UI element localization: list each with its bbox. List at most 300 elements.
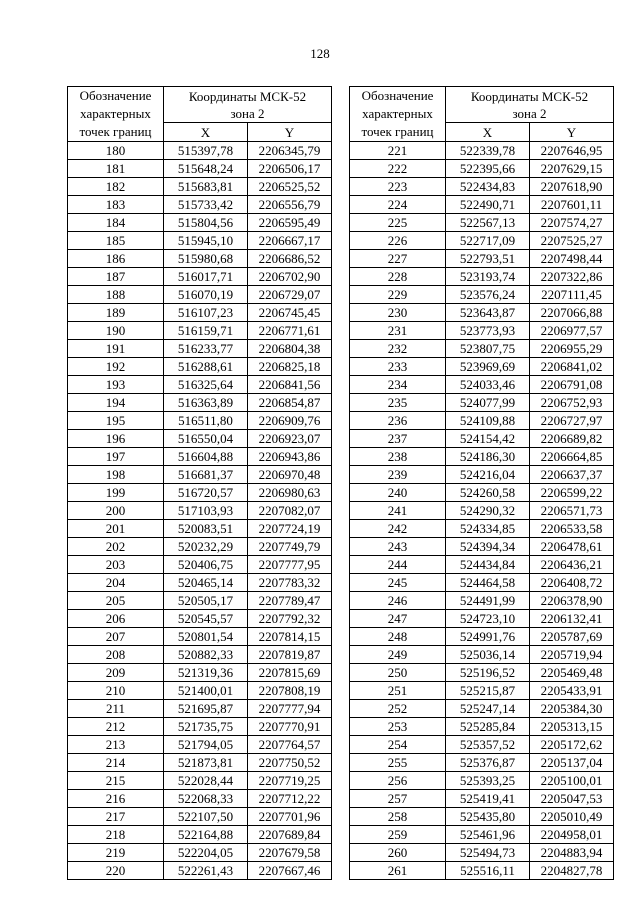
x-coordinate-cell: 516159,71: [164, 322, 248, 340]
y-coordinate-cell: 2205719,94: [530, 646, 614, 664]
point-header-line1: Обозначение: [361, 88, 434, 103]
point-id-cell: 193: [68, 376, 164, 394]
x-coordinate-cell: 524109,88: [446, 412, 530, 430]
point-id-cell: 190: [68, 322, 164, 340]
x-coordinate-cell: 515397,78: [164, 142, 248, 160]
x-coordinate-cell: 521735,75: [164, 718, 248, 736]
coordinates-header: [164, 87, 332, 123]
point-id-cell: 216: [68, 790, 164, 808]
table-row: [350, 772, 614, 790]
table-row: [350, 286, 614, 304]
point-id-cell: 240: [350, 484, 446, 502]
table-row: [350, 322, 614, 340]
x-coordinate-cell: 522490,71: [446, 196, 530, 214]
point-id-cell: 188: [68, 286, 164, 304]
table-row: [68, 394, 332, 412]
x-coordinate-cell: 525215,87: [446, 682, 530, 700]
x-coordinate-cell: 522261,43: [164, 862, 248, 880]
y-coordinate-cell: 2204958,01: [530, 826, 614, 844]
y-coordinate-cell: 2207783,32: [248, 574, 332, 592]
x-coordinate-cell: 523969,69: [446, 358, 530, 376]
point-id-cell: 242: [350, 520, 446, 538]
point-id-cell: 180: [68, 142, 164, 160]
y-coordinate-cell: 2207719,25: [248, 772, 332, 790]
x-coordinate-cell: 524260,58: [446, 484, 530, 502]
point-id-cell: 252: [350, 700, 446, 718]
table-row: [68, 772, 332, 790]
table-row: [68, 844, 332, 862]
table-row: [350, 592, 614, 610]
y-coordinate-cell: 2206791,08: [530, 376, 614, 394]
x-coordinate-cell: 515945,10: [164, 232, 248, 250]
x-coordinate-cell: 522567,13: [446, 214, 530, 232]
y-coordinate-cell: 2206132,41: [530, 610, 614, 628]
y-coordinate-cell: 2206408,72: [530, 574, 614, 592]
table-row: [350, 214, 614, 232]
y-coordinate-cell: 2206571,73: [530, 502, 614, 520]
table-row: [68, 538, 332, 556]
x-coordinate-cell: 525247,14: [446, 700, 530, 718]
table-row: [350, 862, 614, 880]
x-coordinate-cell: 520545,57: [164, 610, 248, 628]
y-coordinate-cell: 2207814,15: [248, 628, 332, 646]
y-coordinate-cell: 2207701,96: [248, 808, 332, 826]
x-coordinate-cell: 522028,44: [164, 772, 248, 790]
point-id-cell: 203: [68, 556, 164, 574]
y-coordinate-cell: 2206980,63: [248, 484, 332, 502]
y-coordinate-cell: 2206599,22: [530, 484, 614, 502]
y-coordinate-cell: 2207525,27: [530, 232, 614, 250]
point-id-cell: 259: [350, 826, 446, 844]
point-id-cell: 221: [350, 142, 446, 160]
point-id-cell: 191: [68, 340, 164, 358]
y-coordinate-cell: 2207750,52: [248, 754, 332, 772]
x-coordinate-cell: 523773,93: [446, 322, 530, 340]
y-coordinate-cell: 2205384,30: [530, 700, 614, 718]
y-coordinate-cell: 2206686,52: [248, 250, 332, 268]
x-coordinate-cell: 524290,32: [446, 502, 530, 520]
table-row: [68, 520, 332, 538]
y-coordinate-cell: 2207679,58: [248, 844, 332, 862]
x-coordinate-cell: 522793,51: [446, 250, 530, 268]
point-id-cell: 215: [68, 772, 164, 790]
table-row: [68, 754, 332, 772]
y-coordinate-cell: 2204827,78: [530, 862, 614, 880]
y-coordinate-cell: 2207322,86: [530, 268, 614, 286]
point-id-cell: 211: [68, 700, 164, 718]
table-row: [350, 430, 614, 448]
table-row: [350, 394, 614, 412]
point-id-cell: 222: [350, 160, 446, 178]
x-coordinate-cell: 520232,29: [164, 538, 248, 556]
table-row: [68, 682, 332, 700]
point-id-cell: 194: [68, 394, 164, 412]
point-id-cell: 238: [350, 448, 446, 466]
point-id-cell: 233: [350, 358, 446, 376]
y-coordinate-cell: 2206637,37: [530, 466, 614, 484]
coordinates-table-left: [67, 86, 332, 880]
y-column-header: Y: [248, 123, 332, 142]
table-row: [68, 628, 332, 646]
point-id-cell: 237: [350, 430, 446, 448]
y-coordinate-cell: 2205047,53: [530, 790, 614, 808]
point-id-cell: 225: [350, 214, 446, 232]
table-row: [350, 232, 614, 250]
table-row: [350, 466, 614, 484]
table-row: [350, 484, 614, 502]
point-id-cell: 181: [68, 160, 164, 178]
y-coordinate-cell: 2206970,48: [248, 466, 332, 484]
point-id-cell: 245: [350, 574, 446, 592]
table-row: [350, 826, 614, 844]
y-coordinate-cell: 2206752,93: [530, 394, 614, 412]
table-row: [350, 502, 614, 520]
point-id-cell: 196: [68, 430, 164, 448]
y-coordinate-cell: 2206841,02: [530, 358, 614, 376]
x-coordinate-cell: 525393,25: [446, 772, 530, 790]
page-number: 128: [310, 46, 330, 61]
point-id-cell: 202: [68, 538, 164, 556]
table-row: [68, 484, 332, 502]
y-coordinate-cell: 2204883,94: [530, 844, 614, 862]
point-id-cell: 239: [350, 466, 446, 484]
x-coordinate-cell: 520801,54: [164, 628, 248, 646]
table-row: [68, 340, 332, 358]
x-column-header: X: [446, 123, 530, 142]
table-row: [350, 520, 614, 538]
table-row: [350, 808, 614, 826]
point-id-cell: 219: [68, 844, 164, 862]
x-coordinate-cell: 525461,96: [446, 826, 530, 844]
y-coordinate-cell: 2206595,49: [248, 214, 332, 232]
y-coordinate-cell: 2205469,48: [530, 664, 614, 682]
point-id-cell: 244: [350, 556, 446, 574]
table-row: [350, 142, 614, 160]
point-id-cell: 223: [350, 178, 446, 196]
x-coordinate-cell: 516511,80: [164, 412, 248, 430]
point-id-cell: 200: [68, 502, 164, 520]
y-coordinate-cell: 2206955,29: [530, 340, 614, 358]
y-coordinate-cell: 2207618,90: [530, 178, 614, 196]
point-header-line1: Обозначение: [79, 88, 152, 103]
table-row: [68, 160, 332, 178]
x-coordinate-cell: 524033,46: [446, 376, 530, 394]
y-coordinate-cell: 2206804,38: [248, 340, 332, 358]
point-column-header: [350, 87, 446, 142]
x-coordinate-cell: 521794,05: [164, 736, 248, 754]
coordinates-header: [446, 87, 614, 123]
y-coordinate-cell: 2206664,85: [530, 448, 614, 466]
point-id-cell: 230: [350, 304, 446, 322]
table-row: [68, 286, 332, 304]
table-row: [68, 466, 332, 484]
point-id-cell: 209: [68, 664, 164, 682]
point-id-cell: 220: [68, 862, 164, 880]
table-row: [68, 808, 332, 826]
point-id-cell: 187: [68, 268, 164, 286]
y-coordinate-cell: 2206909,76: [248, 412, 332, 430]
point-id-cell: 184: [68, 214, 164, 232]
y-coordinate-cell: 2206345,79: [248, 142, 332, 160]
y-coordinate-cell: 2205172,62: [530, 736, 614, 754]
x-coordinate-cell: 524334,85: [446, 520, 530, 538]
point-header-line3: точек границ: [79, 124, 152, 139]
table-row: [68, 700, 332, 718]
x-coordinate-cell: 516604,88: [164, 448, 248, 466]
table-row: [350, 178, 614, 196]
table-row: [68, 610, 332, 628]
x-coordinate-cell: 516681,37: [164, 466, 248, 484]
table-row: [68, 592, 332, 610]
point-id-cell: 197: [68, 448, 164, 466]
x-coordinate-cell: 515683,81: [164, 178, 248, 196]
y-coordinate-cell: 2207724,19: [248, 520, 332, 538]
y-coordinate-cell: 2207808,19: [248, 682, 332, 700]
y-coordinate-cell: 2206771,61: [248, 322, 332, 340]
table-row: [350, 304, 614, 322]
point-id-cell: 182: [68, 178, 164, 196]
y-coordinate-cell: 2207601,11: [530, 196, 614, 214]
point-id-cell: 212: [68, 718, 164, 736]
y-coordinate-cell: 2207792,32: [248, 610, 332, 628]
table-row: [350, 628, 614, 646]
x-coordinate-cell: 524077,99: [446, 394, 530, 412]
x-coordinate-cell: 520465,14: [164, 574, 248, 592]
y-coordinate-cell: 2207770,91: [248, 718, 332, 736]
y-coordinate-cell: 2207777,94: [248, 700, 332, 718]
x-coordinate-cell: 516017,71: [164, 268, 248, 286]
point-id-cell: 217: [68, 808, 164, 826]
point-id-cell: 253: [350, 718, 446, 736]
y-coordinate-cell: 2207689,84: [248, 826, 332, 844]
point-id-cell: 236: [350, 412, 446, 430]
point-id-cell: 205: [68, 592, 164, 610]
point-id-cell: 227: [350, 250, 446, 268]
x-coordinate-cell: 525435,80: [446, 808, 530, 826]
y-coordinate-cell: 2207764,57: [248, 736, 332, 754]
y-coordinate-cell: 2205433,91: [530, 682, 614, 700]
y-coordinate-cell: 2205100,01: [530, 772, 614, 790]
x-coordinate-cell: 520505,17: [164, 592, 248, 610]
table-row: [68, 232, 332, 250]
point-id-cell: 208: [68, 646, 164, 664]
table-row: [68, 826, 332, 844]
point-header-line2: характерных: [80, 106, 151, 121]
point-id-cell: 192: [68, 358, 164, 376]
x-coordinate-cell: 525376,87: [446, 754, 530, 772]
x-coordinate-cell: 515648,24: [164, 160, 248, 178]
point-id-cell: 195: [68, 412, 164, 430]
x-coordinate-cell: 525494,73: [446, 844, 530, 862]
point-id-cell: 224: [350, 196, 446, 214]
table-row: [68, 430, 332, 448]
x-coordinate-cell: 520882,33: [164, 646, 248, 664]
point-id-cell: 257: [350, 790, 446, 808]
x-coordinate-cell: 524216,04: [446, 466, 530, 484]
point-id-cell: 249: [350, 646, 446, 664]
table-row: [350, 790, 614, 808]
x-coordinate-cell: 515804,56: [164, 214, 248, 232]
y-coordinate-cell: 2207082,07: [248, 502, 332, 520]
y-coordinate-cell: 2205137,04: [530, 754, 614, 772]
y-coordinate-cell: 2206977,57: [530, 322, 614, 340]
y-coordinate-cell: 2207574,27: [530, 214, 614, 232]
x-coordinate-cell: 516288,61: [164, 358, 248, 376]
point-id-cell: 234: [350, 376, 446, 394]
point-id-cell: 214: [68, 754, 164, 772]
x-coordinate-cell: 523193,74: [446, 268, 530, 286]
point-id-cell: 218: [68, 826, 164, 844]
table-row: [350, 682, 614, 700]
y-coordinate-cell: 2207819,87: [248, 646, 332, 664]
y-coordinate-cell: 2207789,47: [248, 592, 332, 610]
y-column-header: Y: [530, 123, 614, 142]
x-coordinate-cell: 521400,01: [164, 682, 248, 700]
table-row: [68, 664, 332, 682]
y-coordinate-cell: 2207777,95: [248, 556, 332, 574]
x-coordinate-cell: 522434,83: [446, 178, 530, 196]
point-id-cell: 189: [68, 304, 164, 322]
point-id-cell: 198: [68, 466, 164, 484]
y-coordinate-cell: 2207111,45: [530, 286, 614, 304]
coords-header-line1: Координаты МСК-52: [188, 88, 307, 104]
x-coordinate-cell: 515980,68: [164, 250, 248, 268]
x-coordinate-cell: 524434,84: [446, 556, 530, 574]
point-id-cell: 241: [350, 502, 446, 520]
table-row: [68, 412, 332, 430]
point-id-cell: 255: [350, 754, 446, 772]
point-id-cell: 201: [68, 520, 164, 538]
x-coordinate-cell: 525285,84: [446, 718, 530, 736]
table-row: [350, 376, 614, 394]
coords-header-line1: Координаты МСК-52: [470, 88, 589, 104]
y-coordinate-cell: 2206478,61: [530, 538, 614, 556]
table-row: [68, 142, 332, 160]
point-id-cell: 261: [350, 862, 446, 880]
x-coordinate-cell: 524394,34: [446, 538, 530, 556]
x-coordinate-cell: 525036,14: [446, 646, 530, 664]
x-coordinate-cell: 522717,09: [446, 232, 530, 250]
y-coordinate-cell: 2206923,07: [248, 430, 332, 448]
x-coordinate-cell: 521319,36: [164, 664, 248, 682]
point-id-cell: 247: [350, 610, 446, 628]
y-coordinate-cell: 2206745,45: [248, 304, 332, 322]
x-coordinate-cell: 525357,52: [446, 736, 530, 754]
y-coordinate-cell: 2205313,15: [530, 718, 614, 736]
x-coordinate-cell: 520406,75: [164, 556, 248, 574]
x-coordinate-cell: 522204,05: [164, 844, 248, 862]
y-coordinate-cell: 2205010,49: [530, 808, 614, 826]
x-coordinate-cell: 516363,89: [164, 394, 248, 412]
x-coordinate-cell: 525419,41: [446, 790, 530, 808]
x-coordinate-cell: 524154,42: [446, 430, 530, 448]
point-id-cell: 228: [350, 268, 446, 286]
x-coordinate-cell: 524491,99: [446, 592, 530, 610]
point-header-line2: характерных: [362, 106, 433, 121]
table-row: [68, 178, 332, 196]
y-coordinate-cell: 2207712,22: [248, 790, 332, 808]
table-row: [68, 250, 332, 268]
y-coordinate-cell: 2206436,21: [530, 556, 614, 574]
table-row: [68, 556, 332, 574]
table-row: [350, 754, 614, 772]
table-row: [68, 268, 332, 286]
y-coordinate-cell: 2207066,88: [530, 304, 614, 322]
table-row: [350, 718, 614, 736]
point-id-cell: 256: [350, 772, 446, 790]
table-row: [350, 340, 614, 358]
table-row: [68, 196, 332, 214]
table-row: [350, 736, 614, 754]
table-row: [68, 574, 332, 592]
x-coordinate-cell: 523643,87: [446, 304, 530, 322]
table-row: [68, 862, 332, 880]
x-coordinate-cell: 524186,30: [446, 448, 530, 466]
point-id-cell: 186: [68, 250, 164, 268]
coords-header-line2: зона 2: [230, 105, 265, 121]
table-row: [68, 646, 332, 664]
point-id-cell: 183: [68, 196, 164, 214]
x-coordinate-cell: 524723,10: [446, 610, 530, 628]
point-id-cell: 250: [350, 664, 446, 682]
x-coordinate-cell: 523576,24: [446, 286, 530, 304]
table-row: [350, 160, 614, 178]
point-id-cell: 207: [68, 628, 164, 646]
point-id-cell: 254: [350, 736, 446, 754]
x-coordinate-cell: 522339,78: [446, 142, 530, 160]
point-id-cell: 246: [350, 592, 446, 610]
coords-header-line2: зона 2: [512, 105, 547, 121]
point-id-cell: 248: [350, 628, 446, 646]
y-coordinate-cell: 2206729,07: [248, 286, 332, 304]
y-coordinate-cell: 2207667,46: [248, 862, 332, 880]
point-column-header: [68, 87, 164, 142]
x-coordinate-cell: 515733,42: [164, 196, 248, 214]
y-coordinate-cell: 2206854,87: [248, 394, 332, 412]
x-coordinate-cell: 522068,33: [164, 790, 248, 808]
table-row: [350, 268, 614, 286]
table-row: [350, 250, 614, 268]
y-coordinate-cell: 2206841,56: [248, 376, 332, 394]
point-id-cell: 229: [350, 286, 446, 304]
x-coordinate-cell: 516070,19: [164, 286, 248, 304]
x-coordinate-cell: 524464,58: [446, 574, 530, 592]
point-id-cell: 226: [350, 232, 446, 250]
table-row: [68, 718, 332, 736]
y-coordinate-cell: 2206556,79: [248, 196, 332, 214]
table-row: [350, 358, 614, 376]
table-row: [68, 736, 332, 754]
y-coordinate-cell: 2207815,69: [248, 664, 332, 682]
x-coordinate-cell: 521695,87: [164, 700, 248, 718]
x-coordinate-cell: 516550,04: [164, 430, 248, 448]
point-id-cell: 185: [68, 232, 164, 250]
table-row: [350, 556, 614, 574]
point-id-cell: 232: [350, 340, 446, 358]
x-coordinate-cell: 522164,88: [164, 826, 248, 844]
x-coordinate-cell: 520083,51: [164, 520, 248, 538]
table-row: [68, 358, 332, 376]
table-row: [68, 304, 332, 322]
y-coordinate-cell: 2206525,52: [248, 178, 332, 196]
y-coordinate-cell: 2206727,97: [530, 412, 614, 430]
x-coordinate-cell: 522395,66: [446, 160, 530, 178]
point-id-cell: 204: [68, 574, 164, 592]
table-row: [350, 610, 614, 628]
table-row: [68, 502, 332, 520]
y-coordinate-cell: 2206378,90: [530, 592, 614, 610]
y-coordinate-cell: 2206825,18: [248, 358, 332, 376]
